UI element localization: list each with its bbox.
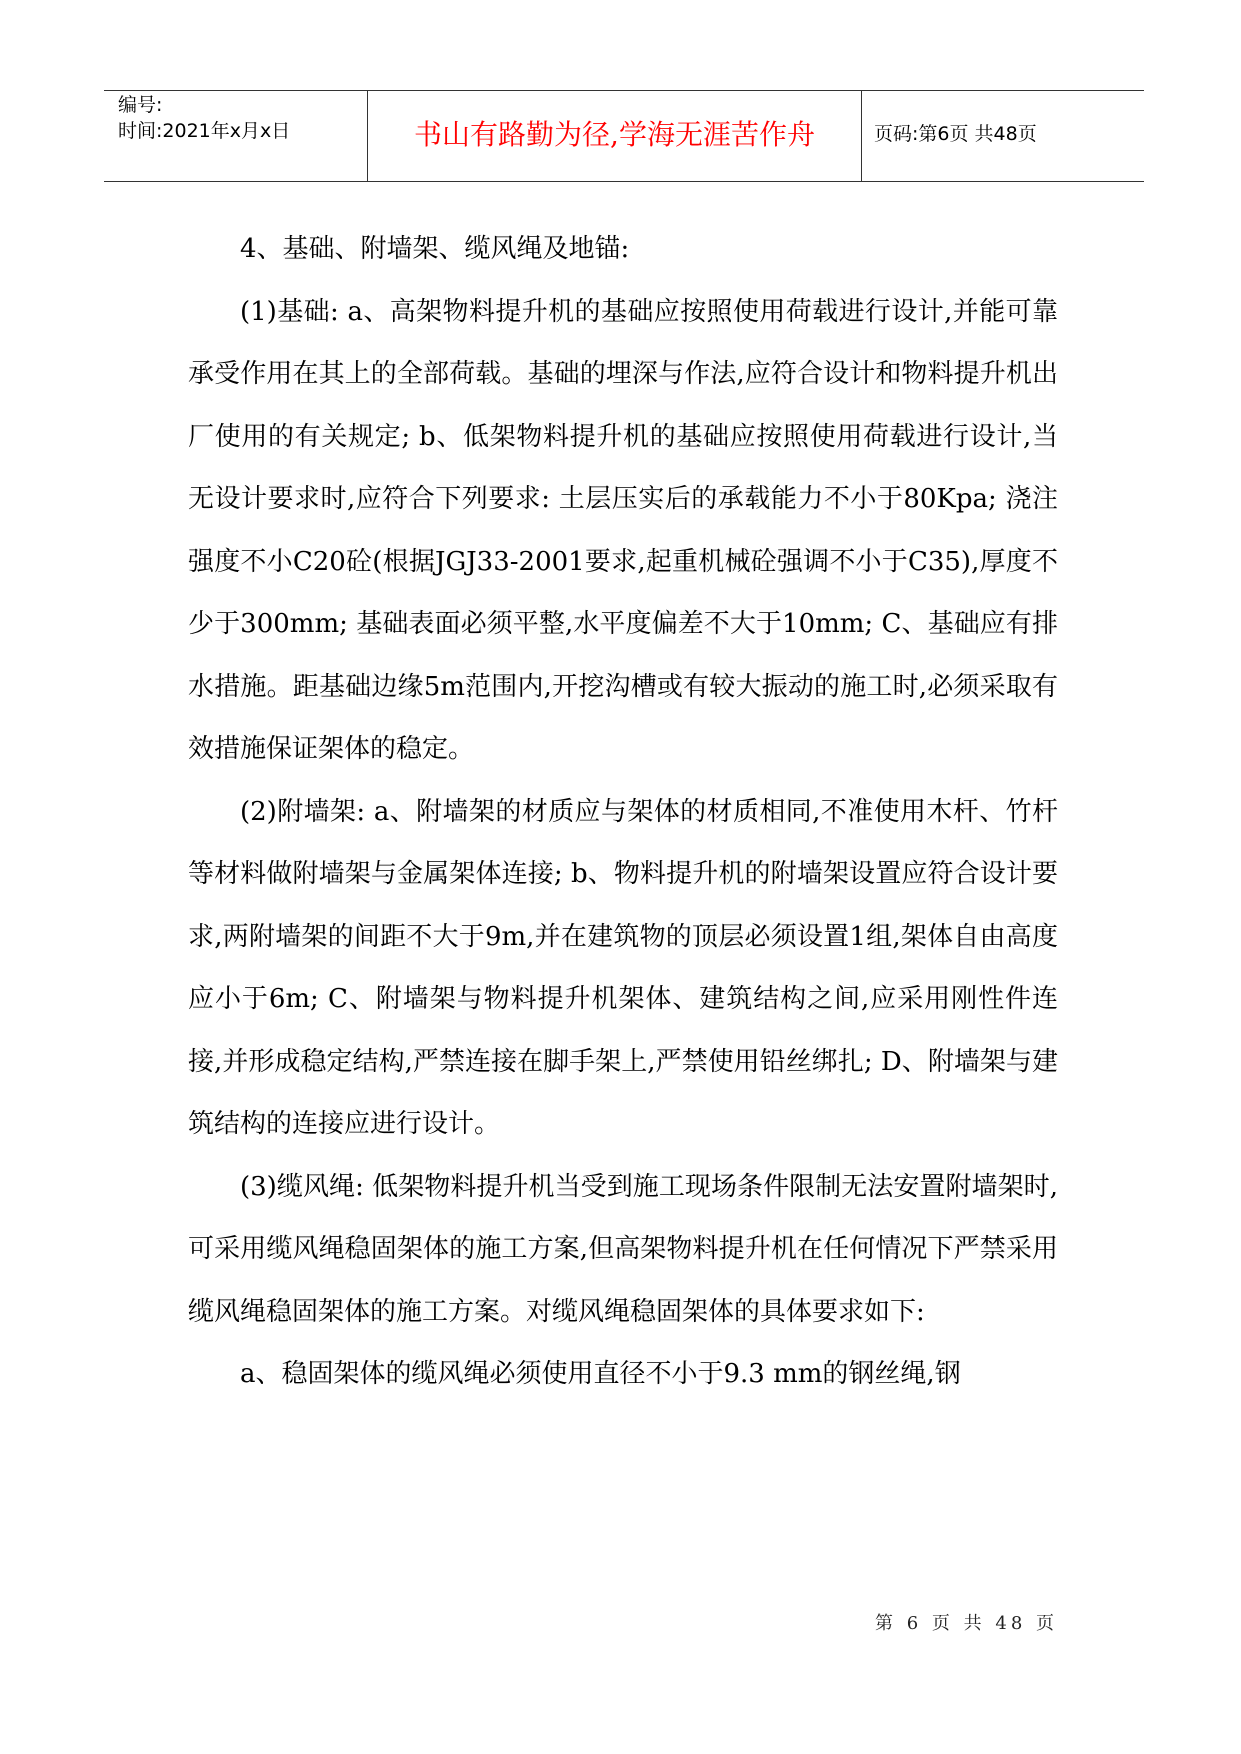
header-page-code: 页码:第6页 共48页 (874, 123, 1037, 145)
header-motto-cell (368, 91, 862, 181)
section-heading: 4、基础、附墙架、缆风绳及地锚: (240, 234, 630, 264)
header-page-cell (862, 91, 1144, 181)
page-footer: 第 6 页 共 48 页 (875, 1613, 1058, 1634)
paragraph-guy-rope: (3)缆风绳: 低架物料提升机当受到施工现场条件限制无法安置附墙架时,可采用缆风绳稳固架体的施工方案,但高架物料提升机在任何情况下严禁采用缆风绳稳固架体的施工方案。对缆风绳稳固架体的具体要求如下: (188, 1171, 1058, 1327)
document-time-label: 时间:2021年x月x日 (118, 120, 291, 142)
document-body (188, 218, 1058, 1406)
paragraph-foundation: (1)基础: a、高架物料提升机的基础应按照使用荷载进行设计,并能可靠承受作用在其上的全部荷载。基础的埋深与作法,应符合设计和物料提升机出厂使用的有关规定; b、低架物料提升机的基础应按照使用荷载进行设计,当无设计要求时,应符合下列要求: 土层压实后的承载能力不小于80Kpa; 浇注强度不小C20砼(根据JGJ33-2001要求,起重机械砼强调不小于C35),厚度不少于300mm; 基础表面必须平整,水平度偏差不大于10mm; C、基础应有排水措施。距基础边缘5m范围内,开挖沟槽或有较大振动的施工时,必须采取有效措施保证架体的稳定。 (188, 296, 1058, 764)
document-number-label: 编号: (118, 94, 163, 116)
header-motto: 书山有路勤为径,学海无涯苦作舟 (414, 118, 815, 151)
page-header (104, 90, 1144, 182)
header-info-cell (104, 91, 368, 181)
paragraph-wall-bracket: (2)附墙架: a、附墙架的材质应与架体的材质相同,不准使用木杆、竹杆等材料做附墙架与金属架体连接; b、物料提升机的附墙架设置应符合设计要求,两附墙架的间距不大于9m,并在建筑物的顶层必须设置1组,架体自由高度应小于6m; C、附墙架与物料提升机架体、建筑结构之间,应采用刚性件连接,并形成稳定结构,严禁连接在脚手架上,严禁使用铅丝绑扎; D、附墙架与建筑结构的连接应进行设计。 (188, 796, 1058, 1139)
paragraph-guy-rope-requirement: a、稳固架体的缆风绳必须使用直径不小于9.3 mm的钢丝绳,钢 (240, 1359, 961, 1389)
